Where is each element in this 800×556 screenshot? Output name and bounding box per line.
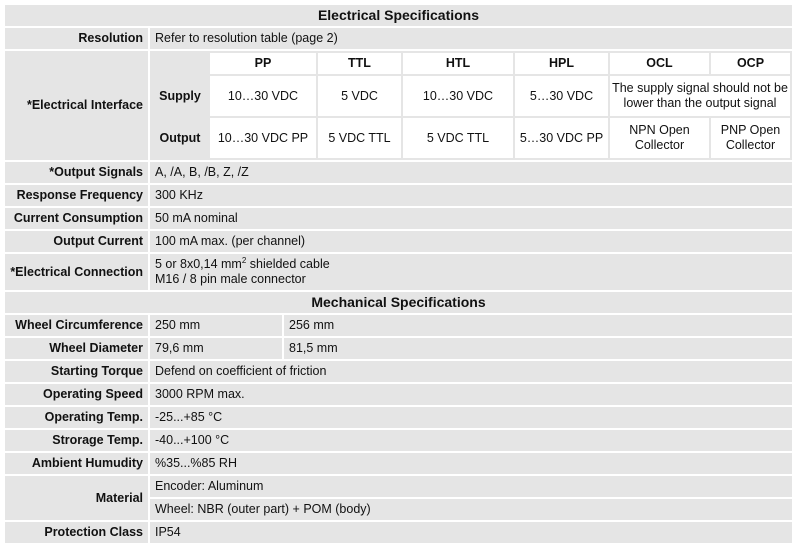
connection-cable-exponent: 2 (241, 255, 247, 265)
supply-label: Supply (152, 76, 208, 116)
wheel-circumference-small: 250 mm (150, 315, 283, 336)
output-row (152, 118, 790, 158)
electrical-title: Electrical Specifications (5, 5, 792, 26)
electrical-interface-grid (150, 51, 792, 160)
spec-value: 3000 RPM max. (150, 384, 792, 405)
output-htl: 5 VDC TTL (403, 118, 513, 158)
column-header-ocp: OCP (711, 53, 790, 74)
column-header-pp: PP (210, 53, 316, 74)
starting-torque-row (5, 361, 792, 382)
interface-table (150, 51, 792, 160)
spec-label: Operating Speed (5, 384, 148, 405)
interface-corner (152, 53, 208, 74)
wheel-circumference-row (5, 315, 792, 336)
mechanical-header-row (5, 292, 792, 313)
electrical-connection-row (5, 254, 792, 290)
spec-value: -40...+100 °C (150, 430, 792, 451)
spec-value: 100 mA max. (per channel) (150, 231, 792, 252)
electrical-interface-label: *Electrical Interface (5, 51, 148, 160)
material-wheel: Wheel: NBR (outer part) + POM (body) (150, 499, 792, 520)
response-frequency-row (5, 185, 792, 206)
wheel-diameter-row (5, 338, 792, 359)
electrical-interface-row (5, 51, 792, 160)
spec-sheet (3, 3, 794, 545)
supply-pp: 10…30 VDC (210, 76, 316, 116)
column-header-ttl: TTL (318, 53, 401, 74)
output-ocl: NPN Open Collector (610, 118, 709, 158)
supply-row (152, 76, 790, 116)
column-header-hpl: HPL (515, 53, 608, 74)
spec-value: Defend on coefficient of friction (150, 361, 792, 382)
storage-temp-row (5, 430, 792, 451)
material-encoder: Encoder: Aluminum (150, 476, 792, 497)
output-hpl: 5…30 VDC PP (515, 118, 608, 158)
output-signals-row (5, 162, 792, 183)
electrical-connection-label: *Electrical Connection (5, 254, 148, 290)
spec-label: Ambient Humudity (5, 453, 148, 474)
ambient-humidity-row (5, 453, 792, 474)
wheel-circumference-values (150, 315, 792, 336)
column-header-htl: HTL (403, 53, 513, 74)
wheel-diameter-small: 79,6 mm (150, 338, 283, 359)
spec-value: 300 KHz (150, 185, 792, 206)
connection-cable (155, 257, 787, 272)
interface-column-header-row (152, 53, 790, 74)
supply-note: The supply signal should not be lower than the output signal (610, 76, 790, 116)
output-current-row (5, 231, 792, 252)
resolution-label: Resolution (5, 28, 148, 49)
connection-connector: M16 / 8 pin male connector (155, 272, 306, 286)
material-label: Material (5, 476, 148, 520)
protection-class-label: Protection Class (5, 522, 148, 543)
wheel-diameter-split (150, 338, 792, 359)
spec-value: 50 mA nominal (150, 208, 792, 229)
current-consumption-row (5, 208, 792, 229)
output-label: Output (152, 118, 208, 158)
mechanical-title: Mechanical Specifications (5, 292, 792, 313)
output-ttl: 5 VDC TTL (318, 118, 401, 158)
spec-label: Strorage Temp. (5, 430, 148, 451)
supply-ttl: 5 VDC (318, 76, 401, 116)
material-row-encoder (5, 476, 792, 497)
connection-cable-text: 5 or 8x0,14 mm (155, 257, 242, 271)
wheel-circumference-large: 256 mm (283, 315, 792, 336)
connection-cable-suffix: shielded cable (246, 257, 330, 271)
spec-label: *Output Signals (5, 162, 148, 183)
spec-value: -25...+85 °C (150, 407, 792, 428)
supply-htl: 10…30 VDC (403, 76, 513, 116)
operating-temp-row (5, 407, 792, 428)
spec-value: A, /A, B, /B, Z, /Z (150, 162, 792, 183)
spec-value: %35...%85 RH (150, 453, 792, 474)
spec-label: Output Current (5, 231, 148, 252)
output-pp: 10…30 VDC PP (210, 118, 316, 158)
spec-table (3, 3, 794, 545)
resolution-value: Refer to resolution table (page 2) (150, 28, 792, 49)
wheel-circumference-split (150, 315, 792, 336)
electrical-header-row (5, 5, 792, 26)
protection-class-value: IP54 (150, 522, 792, 543)
electrical-connection-value (150, 254, 792, 290)
wheel-diameter-values (150, 338, 792, 359)
column-header-ocl: OCL (610, 53, 709, 74)
wheel-circumference-label: Wheel Circumference (5, 315, 148, 336)
output-ocp: PNP Open Collector (711, 118, 790, 158)
spec-label: Response Frequency (5, 185, 148, 206)
wheel-diameter-large: 81,5 mm (283, 338, 792, 359)
operating-speed-row (5, 384, 792, 405)
resolution-row (5, 28, 792, 49)
wheel-diameter-label: Wheel Diameter (5, 338, 148, 359)
supply-hpl: 5…30 VDC (515, 76, 608, 116)
spec-label: Operating Temp. (5, 407, 148, 428)
spec-label: Current Consumption (5, 208, 148, 229)
spec-label: Starting Torque (5, 361, 148, 382)
protection-class-row (5, 522, 792, 543)
